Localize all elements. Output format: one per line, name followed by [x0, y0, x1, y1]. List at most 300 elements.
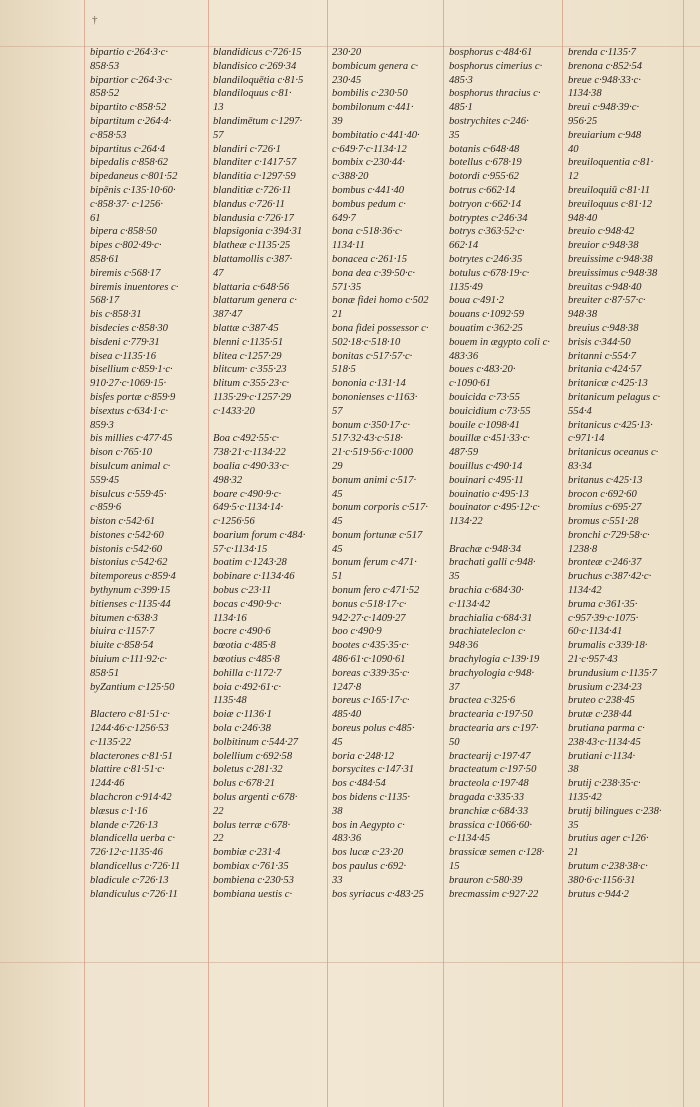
- index-entry: bipēnis c·135·10·60·: [90, 184, 176, 196]
- index-entry: 649·7: [332, 212, 356, 224]
- index-entry: bouinatio c·495·13: [449, 488, 529, 500]
- index-entry: blandiloquus c·81·: [213, 88, 292, 100]
- index-entry: blattæ c·387·45: [213, 322, 279, 334]
- index-entry: breuiarium c·948: [568, 129, 642, 141]
- index-entry: bipartio c·264·3·c·: [90, 47, 168, 58]
- index-entry: bitienses c·1135·44: [90, 598, 171, 610]
- index-entry: bolus c·678·21: [213, 778, 276, 790]
- index-entry: 517·32·43·c·518·: [332, 433, 403, 445]
- index-entry: bouicida c·73·55: [449, 391, 520, 403]
- index-entry: c·859·6: [90, 502, 122, 514]
- index-entry: 45: [332, 736, 343, 748]
- index-entry: blandimētum c·1297·: [213, 115, 303, 127]
- index-entry: bœotia c·485·8: [213, 640, 276, 652]
- index-entry: bipedalis c·858·62: [90, 157, 168, 169]
- index-entry: 483·36: [332, 833, 362, 845]
- index-entry: boreas c·339·35·c·: [332, 667, 410, 679]
- index-entry: botrus c·662·14: [449, 184, 516, 196]
- index-entry: breue c·948·33·c·: [568, 74, 641, 86]
- index-entry: branchiæ c·684·33: [449, 805, 529, 817]
- index-entry: brachylogia c·139·19: [449, 654, 540, 666]
- index-entry: bragada c·335·33: [449, 792, 525, 804]
- index-entry: bis c·858·31: [90, 309, 142, 321]
- index-entry: bracteola c·197·48: [449, 778, 529, 790]
- index-entry: botryptes c·246·34: [449, 212, 528, 224]
- index-entry: brutus c·944·2: [568, 888, 629, 900]
- index-entry: botrys c·363·52·c·: [449, 226, 525, 238]
- index-entry: 21: [568, 847, 579, 859]
- index-entry: 35: [449, 129, 460, 141]
- index-entry: 956·25: [568, 115, 598, 127]
- index-entry: bola c·246·38: [213, 723, 271, 735]
- index-entry: 858·51: [90, 667, 120, 679]
- index-entry: bonus c·518·17·c·: [332, 598, 407, 610]
- index-entry: biremis inuentores c·: [90, 281, 179, 293]
- index-entry: britanus c·425·13: [568, 474, 643, 486]
- index-entry: 1135·42: [568, 792, 602, 804]
- index-entry: bractea c·325·6: [449, 695, 516, 707]
- index-entry: boiæ c·1136·1: [213, 709, 272, 721]
- index-entry: 487·59: [449, 447, 479, 459]
- index-entry: bonum corporis c·517·: [332, 502, 428, 514]
- index-entry: bosphorus thracius c·: [449, 88, 541, 100]
- index-entry: boletus c·281·32: [213, 764, 283, 776]
- index-entry: britanicus c·425·13·: [568, 419, 653, 431]
- index-entry: bouem in ægypto coli c·: [449, 336, 550, 348]
- index-entry: 1247·8: [332, 681, 362, 693]
- index-entry: bonacea c·261·15: [332, 253, 408, 265]
- index-entry: bromius c·695·27: [568, 502, 642, 514]
- page-mark: †: [92, 14, 98, 26]
- index-entry: brachiateleclon c·: [449, 626, 526, 638]
- index-entry: 380·6·c·1156·31: [568, 874, 636, 886]
- index-entry: brachati galli c·948·: [449, 557, 536, 569]
- index-entry: bombiana uestis c·: [213, 888, 293, 900]
- index-entry: bipera c·858·50: [90, 226, 157, 238]
- index-entry: bononienses c·1163·: [332, 391, 418, 403]
- index-entry: bractearia c·197·50: [449, 709, 533, 721]
- index-entry: bisdecies c·858·30: [90, 322, 168, 334]
- index-entry: bouinator c·495·12·c·: [449, 502, 540, 514]
- index-entry: bœotius c·485·8: [213, 654, 280, 666]
- index-entry: 51: [332, 571, 343, 583]
- index-entry: boare c·490·9·c·: [213, 488, 282, 500]
- index-entry: c·1433·20: [213, 405, 255, 417]
- index-entry: 1134·42: [568, 585, 602, 597]
- index-entry: bipartitum c·264·4·: [90, 115, 172, 127]
- index-entry: blanditia c·1297·59: [213, 171, 296, 183]
- index-entry: 21·c·957·43: [568, 654, 618, 666]
- index-entry: breuissimus c·948·38: [568, 267, 658, 279]
- index-entry: brenda c·1135·7: [568, 47, 636, 58]
- index-entry: 483·36: [449, 350, 479, 362]
- index-entry: 486·61·c·1090·61: [332, 654, 406, 666]
- index-entry: bipartior c·264·3·c·: [90, 74, 173, 86]
- index-entry: 1134·38: [568, 88, 602, 100]
- index-entry: [90, 694, 198, 708]
- index-entry: botryon c·662·14: [449, 198, 522, 210]
- column-rule: [562, 0, 563, 1107]
- index-entry: britanni c·554·7: [568, 350, 636, 362]
- index-entry: bruchus c·387·42·c·: [568, 571, 652, 583]
- index-entry: 948·38: [568, 309, 598, 321]
- index-entry: brisis c·344·50: [568, 336, 631, 348]
- index-column-1: [90, 46, 198, 901]
- index-entry: bona dea c·39·50·c·: [332, 267, 415, 279]
- index-entry: bonum c·350·17·c·: [332, 419, 410, 431]
- index-entry: bitumen c·638·3: [90, 612, 158, 624]
- index-entry: breuiloquus c·81·12: [568, 198, 653, 210]
- index-entry: 37: [449, 681, 460, 693]
- index-entry: bocre c·490·6: [213, 626, 271, 638]
- index-entry: blapsigonia c·394·31: [213, 226, 303, 238]
- index-entry: bronchi c·729·58·c·: [568, 529, 650, 541]
- index-entry: 942·27·c·1409·27: [332, 612, 406, 624]
- index-entry: bononia c·131·14: [332, 378, 406, 390]
- index-entry: biremis c·568·17: [90, 267, 161, 279]
- index-entry: 1135·49: [449, 281, 483, 293]
- index-entry: [213, 419, 321, 433]
- index-entry: bistonis c·542·60: [90, 543, 163, 555]
- index-entry: blattarum genera c·: [213, 295, 297, 307]
- index-entry: 559·45: [90, 474, 120, 486]
- index-entry: 485·1: [449, 102, 473, 114]
- index-entry: botrytes c·246·35: [449, 253, 523, 265]
- index-entry: [449, 529, 557, 543]
- index-entry: c·649·7·c·1134·12: [332, 143, 407, 155]
- index-entry: bombicum genera c·: [332, 60, 419, 72]
- index-entry: breuior c·948·38: [568, 240, 639, 252]
- index-entry: 230·45: [332, 74, 362, 86]
- index-entry: bipedaneus c·801·52: [90, 171, 178, 183]
- index-entry: brachia c·684·30·: [449, 585, 524, 597]
- index-entry: bostrychites c·246·: [449, 115, 529, 127]
- index-entry: boria c·248·12: [332, 750, 395, 762]
- index-entry: blandidicus c·726·15: [213, 47, 302, 58]
- index-entry: breuiter c·87·57·c·: [568, 295, 646, 307]
- index-entry: c·1134·45: [449, 833, 490, 845]
- index-entry: bisfes portæ c·859·9: [90, 391, 176, 403]
- index-entry: britanicum pelagus c·: [568, 391, 661, 403]
- index-entry: breuitas c·948·40: [568, 281, 642, 293]
- index-entry: bolus argenti c·678·: [213, 792, 298, 804]
- index-entry: 38: [568, 764, 579, 776]
- index-entry: 948·40: [568, 212, 598, 224]
- index-entry: Brachæ c·948·34: [449, 543, 522, 555]
- index-entry: c·1135·22: [90, 736, 131, 748]
- index-entry: c·1256·56: [213, 516, 255, 528]
- index-entry: bombix c·230·44·: [332, 157, 405, 169]
- index-entry: botordi c·955·62: [449, 171, 519, 183]
- index-entry: brutiana parma c·: [568, 723, 645, 735]
- index-entry: bombilonum c·441·: [332, 102, 414, 114]
- index-entry: blitcum· c·355·23: [213, 364, 287, 376]
- index-entry: 57·c·1134·15: [213, 543, 268, 555]
- index-entry: 13: [213, 102, 224, 114]
- index-entry: bobus c·23·11: [213, 585, 272, 597]
- index-entry: bromus c·551·28: [568, 516, 639, 528]
- index-entry: bracteatum c·197·50: [449, 764, 537, 776]
- index-entry: blanditiæ c·726·11: [213, 184, 292, 196]
- index-entry: bistonius c·542·62: [90, 557, 168, 569]
- index-entry: boua c·491·2: [449, 295, 505, 307]
- index-entry: biston c·542·61: [90, 516, 156, 528]
- index-entry: bocas c·490·9·c·: [213, 598, 282, 610]
- index-entry: blattamollis c·387·: [213, 253, 293, 265]
- column-rule: [443, 0, 444, 1107]
- index-entry: 1135·29·c·1257·29: [213, 391, 292, 403]
- index-entry: borsycites c·147·31: [332, 764, 415, 776]
- column-rule: [327, 0, 328, 1107]
- index-entry: boreus c·165·17·c·: [332, 695, 410, 707]
- index-entry: boia c·492·61·c·: [213, 681, 281, 693]
- index-entry: brutij c·238·35·c·: [568, 778, 641, 790]
- index-entry: blandisico c·269·34: [213, 60, 297, 72]
- index-entry: bonum ferum c·471·: [332, 557, 417, 569]
- index-entry: 649·5·c·1134·14·: [213, 502, 284, 514]
- index-column-2: [213, 46, 321, 901]
- index-entry: 230·20: [332, 47, 362, 58]
- index-entry: botulus c·678·19·c·: [449, 267, 530, 279]
- index-entry: bootes c·435·35·c·: [332, 640, 409, 652]
- index-entry: brocon c·692·60: [568, 488, 637, 500]
- index-entry: bisea c·1135·16: [90, 350, 157, 362]
- index-entry: bouillæ c·451·33·c·: [449, 433, 530, 445]
- index-entry: 571·35: [332, 281, 362, 293]
- index-entry: brutiani c·1134·: [568, 750, 636, 762]
- index-entry: blandiri c·726·1: [213, 143, 281, 155]
- index-entry: 45: [332, 543, 343, 555]
- index-entry: bombus pedum c·: [332, 198, 406, 210]
- index-entry: 910·27·c·1069·15·: [90, 378, 167, 390]
- index-entry: 35: [449, 571, 460, 583]
- index-entry: bos c·484·54: [332, 778, 386, 790]
- index-entry: bosphorus cimerius c·: [449, 60, 543, 72]
- index-entry: britanicus oceanus c·: [568, 447, 659, 459]
- index-entry: 21: [332, 309, 343, 321]
- index-entry: bistones c·542·60: [90, 529, 164, 541]
- index-entry: britanicæ c·425·13: [568, 378, 648, 390]
- index-entry: bonæ fidei homo c·502: [332, 295, 429, 307]
- index-column-5: [568, 46, 676, 901]
- index-entry: 1244·46·c·1256·53: [90, 723, 169, 735]
- index-entry: 45: [332, 488, 343, 500]
- index-entry: bisextus c·634·1·c·: [90, 405, 168, 417]
- index-entry: 568·17: [90, 295, 120, 307]
- index-entry: 485·40: [332, 709, 362, 721]
- index-entry: bolus terræ c·678·: [213, 819, 291, 831]
- index-entry: bison c·765·10: [90, 447, 153, 459]
- index-entry: 35: [568, 819, 579, 831]
- index-entry: bipartito c·858·52: [90, 102, 167, 114]
- index-entry: 858·52: [90, 88, 120, 100]
- index-entry: bos lucæ c·23·20: [332, 847, 404, 859]
- index-entry: 554·4: [568, 405, 592, 417]
- index-entry: brusium c·234·23: [568, 681, 642, 693]
- index-entry: bombiæ c·231·4: [213, 847, 281, 859]
- index-entry: Blactero c·81·51·c·: [90, 709, 170, 721]
- index-entry: 1244·46: [90, 778, 125, 790]
- index-entry: 45: [332, 516, 343, 528]
- index-entry: bonum animi c·517·: [332, 474, 417, 486]
- index-entry: blandicellus c·726·11: [90, 861, 181, 873]
- index-entry: 15: [449, 861, 460, 873]
- index-entry: breuius c·948·38: [568, 322, 639, 334]
- index-entry: blandusia c·726·17: [213, 212, 294, 224]
- index-entry: blattaria c·648·56: [213, 281, 290, 293]
- index-entry: breuiloquiū c·81·11: [568, 184, 651, 196]
- index-entry: 858·61: [90, 253, 120, 265]
- index-entry: bronteæ c·246·37: [568, 557, 642, 569]
- index-entry: 39: [332, 115, 343, 127]
- index-entry: 22: [213, 833, 224, 845]
- bottom-rule: [0, 962, 700, 963]
- index-entry: bombiax c·761·35: [213, 861, 289, 873]
- index-entry: 83·34: [568, 460, 592, 472]
- index-entry: biuium c·111·92·c·: [90, 654, 167, 666]
- index-entry: breuiloquentia c·81·: [568, 157, 654, 169]
- index-entry: 498·32: [213, 474, 243, 486]
- index-entry: bis millies c·477·45: [90, 433, 173, 445]
- index-entry: bos syriacus c·483·25: [332, 888, 424, 900]
- index-entry: bos bidens c·1135·: [332, 792, 411, 804]
- index-entry: boatim c·1243·28: [213, 557, 287, 569]
- index-entry: brachyologia c·948·: [449, 667, 535, 679]
- index-entry: botellus c·678·19: [449, 157, 522, 169]
- index-entry: boo c·490·9: [332, 626, 382, 638]
- index-entry: 387·47: [213, 309, 243, 321]
- index-entry: bonitas c·517·57·c·: [332, 350, 413, 362]
- index-entry: 1135·48: [213, 695, 247, 707]
- index-entry: blandiculus c·726·11: [90, 888, 178, 900]
- index-entry: bolbitinum c·544·27: [213, 736, 299, 748]
- margin-rule: [683, 0, 684, 1107]
- index-entry: 38: [332, 805, 343, 817]
- index-entry: bos in Aegypto c·: [332, 819, 405, 831]
- index-entry: blanditer c·1417·57: [213, 157, 297, 169]
- index-entry: britania c·424·57: [568, 364, 642, 376]
- index-entry: 726·12·c·1135·46: [90, 847, 163, 859]
- index-entry: blandiloquētia c·81·5: [213, 74, 304, 86]
- index-entry: boreus polus c·485·: [332, 723, 415, 735]
- index-entry: bos paulus c·692·: [332, 861, 407, 873]
- index-entry: 57: [213, 129, 224, 141]
- index-entry: brutij bilingues c·238·: [568, 805, 662, 817]
- index-entry: c·957·39·c·1075·: [568, 612, 639, 624]
- index-entry: bisdeni c·779·31: [90, 336, 160, 348]
- margin-rule: [84, 0, 85, 1107]
- index-entry: bractearij c·197·47: [449, 750, 531, 762]
- index-entry: c·858·53: [90, 129, 127, 141]
- index-entry: brachialia c·684·31: [449, 612, 533, 624]
- index-entry: 40: [568, 143, 579, 155]
- index-entry: breuio c·948·42: [568, 226, 635, 238]
- index-entry: c·971·14: [568, 433, 605, 445]
- index-entry: bisellium c·859·1·c·: [90, 364, 173, 376]
- index-entry: bitemporeus c·859·4: [90, 571, 176, 583]
- index-entry: bouicidium c·73·55: [449, 405, 531, 417]
- index-entry: 50: [449, 736, 460, 748]
- index-entry: blande c·726·13: [90, 819, 158, 831]
- index-entry: bouans c·1092·59: [449, 309, 525, 321]
- index-entry: byZantium c·125·50: [90, 681, 175, 693]
- index-entry: 33: [332, 874, 343, 886]
- index-entry: brutius ager c·126·: [568, 833, 649, 845]
- index-entry: bona c·518·36·c·: [332, 226, 403, 238]
- index-entry: brundusium c·1135·7: [568, 667, 657, 679]
- index-entry: 518·5: [332, 364, 356, 376]
- index-entry: bouatim c·362·25: [449, 322, 523, 334]
- index-entry: blenni c·1135·51: [213, 336, 284, 348]
- index-entry: 738·21·c·1134·22: [213, 447, 286, 459]
- index-entry: blandicella uerba c·: [90, 833, 176, 845]
- index-entry: bombitatio c·441·40·: [332, 129, 420, 141]
- index-entry: bonum fortunæ c·517: [332, 529, 423, 541]
- index-entry: bipes c·802·49·c·: [90, 240, 162, 252]
- index-entry: bombus c·441·40: [332, 184, 405, 196]
- index-entry: boalia c·490·33·c·: [213, 460, 290, 472]
- index-entry: 12: [568, 171, 579, 183]
- index-entry: brecmassim c·927·22: [449, 888, 539, 900]
- index-entry: 1238·8: [568, 543, 598, 555]
- index-entry: 485·3: [449, 74, 473, 86]
- index-column-3: [332, 46, 440, 901]
- index-entry: Boa c·492·55·c·: [213, 433, 280, 445]
- index-entry: bosphorus c·484·61: [449, 47, 533, 58]
- index-entry: bohilla c·1172·7: [213, 667, 282, 679]
- index-entry: 238·43·c·1134·45: [568, 736, 641, 748]
- index-entry: brumalis c·339·18·: [568, 640, 648, 652]
- index-entry: blæsus c·1·16: [90, 805, 148, 817]
- index-entry: bruteo c·238·45: [568, 695, 635, 707]
- index-entry: bythynum c·399·15: [90, 585, 171, 597]
- index-entry: bombilis c·230·50: [332, 88, 408, 100]
- index-entry: 858·53: [90, 60, 120, 72]
- index-entry: 21·c·519·56·c·1000: [332, 447, 413, 459]
- index-entry: brenona c·852·54: [568, 60, 643, 72]
- index-entry: bombiena c·230·53: [213, 874, 294, 886]
- index-entry: bisulcus c·559·45·: [90, 488, 167, 500]
- index-entry: bouinari c·495·11: [449, 474, 524, 486]
- index-entry: breui c·948·39·c·: [568, 102, 640, 114]
- index-entry: c·1134·42: [449, 598, 490, 610]
- index-entry: blitea c·1257·29: [213, 350, 282, 362]
- index-entry: bonum fero c·471·52: [332, 585, 420, 597]
- index-entry: 60·c·1134·41: [568, 626, 623, 638]
- index-entry: 1134·16: [213, 612, 247, 624]
- index-entry: c·858·37· c·1256·: [90, 198, 163, 210]
- index-entry: bisulcum animal c·: [90, 460, 171, 472]
- index-entry: bouillus c·490·14: [449, 460, 523, 472]
- index-entry: brutæ c·238·44: [568, 709, 632, 721]
- index-entry: bruma c·361·35·: [568, 598, 638, 610]
- index-column-4: [449, 46, 557, 901]
- index-entry: breuissime c·948·38: [568, 253, 653, 265]
- index-entry: blattire c·81·51·c·: [90, 764, 165, 776]
- index-entry: bolellium c·692·58: [213, 750, 293, 762]
- index-entry: bouile c·1098·41: [449, 419, 520, 431]
- index-entry: blachcron c·914·42: [90, 792, 172, 804]
- index-entry: 502·18·c·518·10: [332, 336, 401, 348]
- index-entry: blacterones c·81·51: [90, 750, 173, 762]
- index-entry: 1134·11: [332, 240, 365, 252]
- index-entry: c·1090·61: [449, 378, 491, 390]
- index-entry: biuite c·858·54: [90, 640, 154, 652]
- index-entry: bona fidei possessor c·: [332, 322, 429, 334]
- index-entry: blitum c·355·23·c·: [213, 378, 290, 390]
- index-entry: 61: [90, 212, 101, 224]
- index-entry: brauron c·580·39: [449, 874, 523, 886]
